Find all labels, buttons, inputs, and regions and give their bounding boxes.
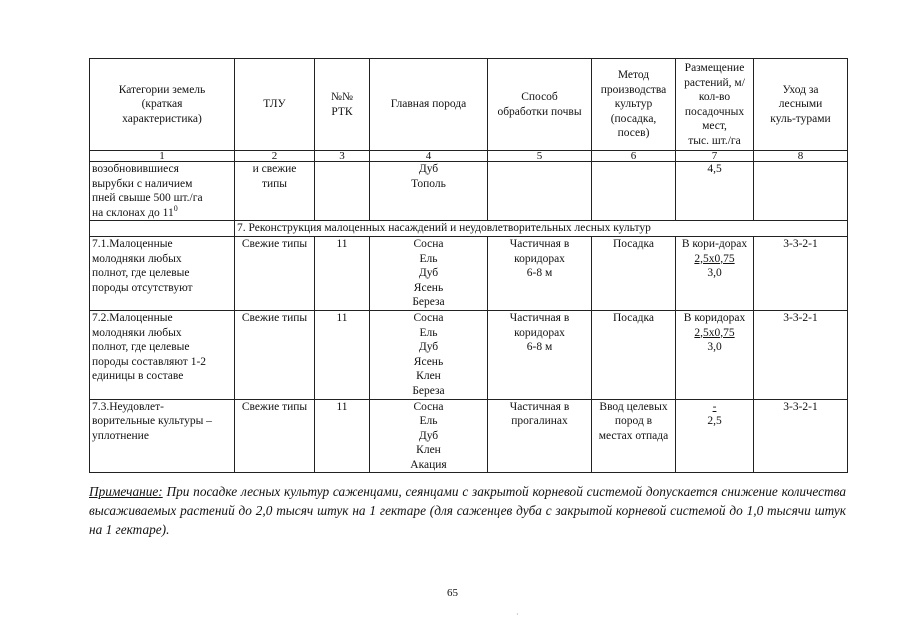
table-row [90,399,848,473]
placement-cell [676,310,754,399]
category-cell [90,236,235,310]
col-header-line: производства [600,83,667,96]
col-header-line: мест, [702,120,727,132]
section-title-empty [90,221,235,237]
method-line: пород в [614,415,653,428]
placement-top: В кори-дорах [681,237,748,250]
soil-line: Частичная в [509,311,570,324]
category-line: полнот, где целевые [92,267,190,280]
column-number-row [90,151,848,162]
placement-density: 3,0 [707,267,722,280]
footnote [89,482,846,539]
col-number: 2 [235,151,315,162]
category-cell [90,310,235,399]
soil-cell [488,236,592,310]
col-header-line: Метод [617,69,650,82]
col-header-care [754,59,848,151]
cont-category-line: возобновившиеся [92,163,179,175]
col-header-line: тыс. шт./га [688,134,741,147]
table-row [90,310,848,399]
cont-category-line: вырубки с наличием [92,177,193,190]
category-line: 7.2.Малоценные [92,311,173,324]
col-header-tlu [235,59,315,151]
footnote-text: При посадке лесных культур саженцами, сеянцами с закрытой корневой системой допускается снижение количества высаживаемых растений до 2,0 тысяч штук на 1 гектаре (для саженцев дуба с закрытой корневой системой до 1,0 тысячи штук на 1 гектаре). [89,484,846,537]
cont-category-cell [90,162,235,221]
footnote-label: Примечание: [89,484,163,499]
col-header-line: Способ [521,91,558,103]
category-line: полнот, где целевые [92,341,190,354]
method-line: местах отпада [598,429,669,442]
species-line: Клен [416,444,441,457]
soil-line: 6-8 м [526,341,553,354]
cont-rtk-cell [315,162,370,221]
category-line: породы отсутствуют [92,281,193,294]
species-line: Сосна [413,400,444,413]
cont-tlu-line: и свежие [252,163,297,175]
col-header-category [90,59,235,151]
cont-care-cell [754,162,848,221]
species-cell [370,399,488,473]
cont-method-cell [592,162,676,221]
species-cell [370,310,488,399]
placement-density: 2,5 [707,415,722,428]
scan-speck: · [516,610,519,619]
category-line: единицы в составе [92,370,184,383]
cont-soil-cell [488,162,592,221]
soil-line: коридорах [514,252,565,265]
species-line: Акация [410,458,447,471]
col-number: 5 [488,151,592,162]
tlu-cell: Свежие типы [235,236,315,310]
col-header-line: ТЛУ [263,98,286,111]
col-number: 4 [370,151,488,162]
section-title-row [90,221,848,237]
cont-tlu-line: типы [261,177,288,190]
col-header-line: лесными [778,98,823,111]
col-header-line: (краткая [141,98,183,111]
header-row [90,59,848,151]
method-line: Посадка [612,237,655,250]
soil-cell [488,310,592,399]
soil-line: 6-8 м [526,267,553,280]
category-line: породы составляют 1-2 [92,355,207,368]
section-title: 7. Реконструкция малоценных насаждений и неудовлетворительных лесных культур [235,221,848,237]
placement-top: В коридорах [683,311,746,324]
col-header-placement [676,59,754,151]
col-header-line: куль-турами [770,112,831,125]
col-header-line: посадочных [684,105,745,118]
placement-density: 3,0 [707,341,722,354]
care-cell: 3-3-2-1 [754,399,848,473]
cont-species-cell [370,162,488,221]
category-line: 7.1.Малоценные [92,237,173,250]
category-line: молодняки любых [92,252,182,265]
category-line: 7.3.Неудовлет- [92,400,164,413]
tlu-cell: Свежие типы [235,399,315,473]
col-number: 3 [315,151,370,162]
col-header-line: №№ [331,91,353,103]
species-line: Дуб [418,341,439,354]
cont-species-line: Тополь [411,177,446,190]
col-number: 6 [592,151,676,162]
col-header-species [370,59,488,151]
col-header-line: РТК [331,105,353,118]
placement-cell [676,399,754,473]
col-number: 1 [90,151,235,162]
cont-species-line: Дуб [418,163,439,175]
col-header-line: Главная порода [390,98,467,111]
species-line: Ель [419,415,438,428]
col-header-line: Уход за [782,83,819,96]
method-cell [592,310,676,399]
cont-category-text: на склонах до 11 [92,206,174,219]
placement-spacing: 2,5х0,75 [694,326,735,339]
col-header-line: растений, м/ [684,76,745,89]
species-line: Береза [412,384,445,397]
species-line: Дуб [418,267,439,280]
col-header-line: Категории земель [118,83,206,96]
method-line: Посадка [612,311,655,324]
species-line: Ясень [413,281,444,294]
col-header-line: Размещение [684,62,745,74]
cont-category-line: пней свыше 500 шт./га [92,192,203,205]
method-line: Ввод целевых [599,400,668,413]
method-cell [592,399,676,473]
placement-spacing: - [712,400,717,413]
degree-sup: 0 [173,203,178,213]
col-number: 8 [754,151,848,162]
col-header-line: культур [614,98,653,111]
table-row [90,236,848,310]
placement-cell [676,236,754,310]
species-line: Ясень [413,355,444,368]
species-line: Клен [416,370,441,383]
rtk-cell: 11 [315,310,370,399]
species-line: Сосна [413,311,444,324]
col-header-line: посев) [617,127,650,140]
cont-placement-cell [676,162,754,221]
species-line: Ель [419,252,438,265]
species-line: Сосна [413,237,444,250]
species-line: Дуб [418,429,439,442]
care-cell: 3-3-2-1 [754,310,848,399]
tlu-cell: Свежие типы [235,310,315,399]
cont-placement-line: 4,5 [707,163,722,175]
col-header-line: кол-во [698,91,731,103]
col-header-rtk [315,59,370,151]
col-header-method [592,59,676,151]
rtk-cell: 11 [315,236,370,310]
species-line: Береза [412,296,445,309]
col-header-line: обработки почвы [497,105,582,118]
continuation-row [90,162,848,221]
col-header-line: (посадка, [610,112,657,125]
care-cell: 3-3-2-1 [754,236,848,310]
soil-line: коридорах [514,326,565,339]
soil-cell [488,399,592,473]
rtk-cell: 11 [315,399,370,473]
species-line: Ель [419,326,438,339]
cont-category-line [92,203,232,221]
category-line: уплотнение [92,429,149,442]
col-header-line: характеристика) [122,112,202,125]
category-line: молодняки любых [92,326,182,339]
category-cell [90,399,235,473]
placement-spacing: 2,5х0,75 [694,252,735,265]
method-cell [592,236,676,310]
soil-line: Частичная в [509,400,570,413]
species-cell [370,236,488,310]
table-body [90,236,848,473]
col-number: 7 [676,151,754,162]
page-number: 65 [447,587,458,599]
forest-culture-table [89,58,848,473]
soil-line: Частичная в [509,237,570,250]
soil-line: прогалинах [511,415,568,428]
col-header-soil [488,59,592,151]
category-line: ворительные культуры – [92,415,212,428]
cont-tlu-cell [235,162,315,221]
